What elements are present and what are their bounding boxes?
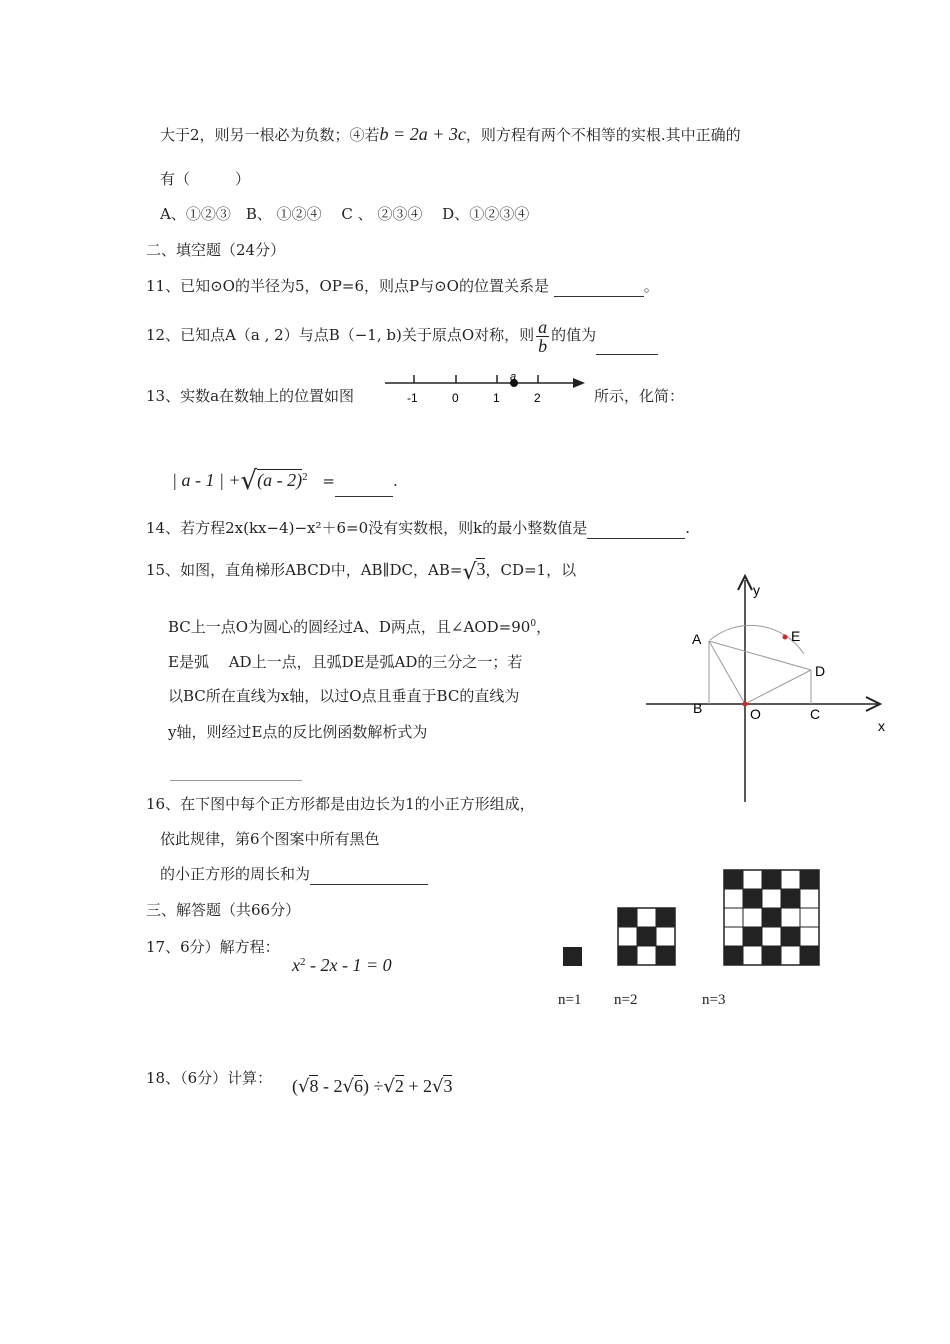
q13-blank (335, 466, 393, 497)
q15-line4: 以BC所在直线为x轴，以过O点且垂直于BC的直线为 (168, 687, 520, 705)
q17-equation: $x^2 - 2x - 1 = 0$ (292, 955, 392, 975)
label-y: y (753, 582, 760, 598)
label-a: A (692, 631, 702, 647)
q14: 14、若方程2x(kx−4)−x²＋6=0没有实数根，则k的最小整数值是 . (146, 519, 691, 537)
q10-line2: 有（ ） (160, 170, 251, 188)
sqrt-sign: √ (240, 466, 258, 496)
point-e (783, 635, 788, 640)
label-c: C (810, 706, 821, 722)
pattern-n3 (724, 870, 819, 965)
q14-blank (587, 518, 685, 539)
square-patterns (558, 866, 834, 972)
section-2-heading: 二、填空题（24分） (146, 241, 286, 259)
label-n1: n=1 (558, 992, 582, 1008)
q11: 11、已知⊙O的半径为5，OP=6，则点P与⊙O的位置关系是 。 (146, 277, 659, 295)
q13-text-b: 所示，化简： (594, 387, 685, 405)
q11-blank (554, 276, 644, 297)
tick-2: 2 (534, 391, 541, 405)
tick-neg1: -1 (407, 391, 418, 405)
pattern-n2 (618, 908, 675, 965)
label-n2: n=2 (614, 992, 638, 1008)
sqrt-sign: √ (462, 560, 477, 585)
q12-blank (596, 316, 658, 355)
pattern-n1 (563, 947, 582, 966)
point-o (743, 702, 748, 707)
label-n3: n=3 (702, 992, 726, 1008)
q15-line3: E是弧 AD上一点，且弧DE是弧AD的三分之一；若 (168, 653, 523, 671)
label-o: O (750, 706, 761, 722)
q16-line1: 16、在下图中每个正方形都是由边长为1的小正方形组成， (146, 795, 535, 813)
q13-text-a: 13、实数a在数轴上的位置如图 (146, 387, 355, 405)
label-b: B (693, 700, 703, 716)
q15-line5: y轴，则经过E点的反比例函数解析式为 (168, 723, 428, 741)
trapezoid-coordinate-figure (640, 570, 900, 810)
tick-0: 0 (452, 391, 459, 405)
section-3-heading: 三、解答题（共66分） (146, 901, 301, 919)
q16-line3: 的小正方形的周长和为 (160, 864, 428, 885)
tick-1: 1 (493, 391, 500, 405)
number-line-figure (380, 370, 590, 410)
q16-line2: 依此规律，第6个图案中所有黑色 (160, 830, 380, 848)
q12-fraction: $\frac{a}{b}$ (538, 316, 548, 356)
q18-text: 18、（6分）计算： (146, 1069, 273, 1087)
point-a-label: a (510, 371, 517, 383)
q15-blank-line (170, 760, 302, 781)
q10-math: b = 2a + 3c (379, 124, 466, 144)
q17-text: 17、6分）解方程： (146, 938, 280, 956)
q12: 12、已知点A（a , 2）与点B（−1, b)关于原点O对称，则 $\frac{a}{b}$ 的值为 (146, 316, 658, 355)
q10-line1: 大于2，则另一根必为负数；④若b = 2a + 3c，则方程有两个不相等的实根.其中正确的 (160, 124, 741, 144)
label-x: x (878, 718, 885, 734)
label-e: E (791, 628, 801, 644)
q15-line1: 15、如图，直角梯形ABCD中，AB∥DC，AB=√3，CD=1，以 (146, 559, 577, 585)
q10-options: A、①②③ B、 ①②④ C 、 ②③④ D、①②③④ (160, 205, 530, 223)
q13-expression: | a - 1 | +√(a - 2)$^2$ = . (172, 466, 398, 496)
arc-ad (710, 625, 804, 654)
label-d: D (815, 663, 826, 679)
q16-blank (310, 864, 428, 885)
q18-expression: (√8 - 2√6) ÷√2 + 2√3 (292, 1076, 453, 1097)
q15-line2: BC上一点O为圆心的圆经过A、D两点，且$\angle AOD=90^0$， (168, 618, 552, 636)
